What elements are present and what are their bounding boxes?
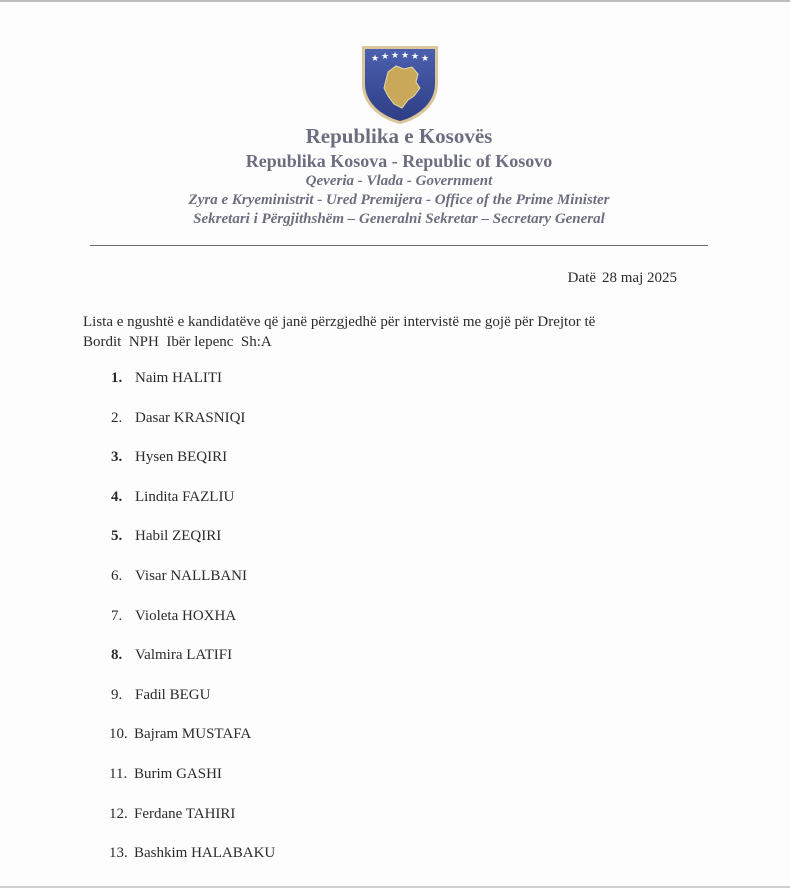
header-government: Qeveria - Vlada - Government (305, 173, 493, 189)
candidate-number: 2. (111, 409, 123, 426)
candidate-name: Violeta HOXHA (135, 607, 237, 624)
candidate-number: 3. (111, 449, 123, 466)
candidate-number: 4. (111, 488, 123, 505)
candidate-name: Bashkim HALABAKU (134, 845, 276, 862)
date-value: 28 maj 2025 (602, 270, 677, 286)
header-secretary-general: Sekretari i Përgjithshëm – Generalni Sekretar – Secretary General (193, 211, 605, 227)
header-republic-serbian-english: Republika Kosova - Republic of Kosovo (245, 151, 553, 171)
candidate-number: 8. (111, 647, 123, 664)
candidate-number: 1. (111, 370, 123, 386)
candidate-number: 10. (109, 726, 128, 743)
candidate-number: 7. (111, 607, 123, 624)
candidate-name: Naim HALITI (135, 370, 223, 386)
svg-text:★: ★ (371, 54, 380, 64)
svg-text:★: ★ (421, 54, 430, 64)
candidate-name: Visar NALLBANI (135, 568, 247, 584)
intro-line-1: Lista e ngushtë e kandidatëve që janë përzgjedhë për intervistë me gojë për Drejtor të (83, 314, 596, 330)
candidate-number: 12. (109, 805, 128, 822)
candidate-number: 13. (109, 845, 128, 862)
header-republic-albanian: Republika e Kosovës (305, 124, 493, 148)
kosovo-coat-of-arms-icon (358, 42, 442, 126)
document-date (568, 270, 677, 287)
candidate-name: Hysen BEQIRI (135, 449, 228, 466)
candidate-number: 6. (111, 568, 123, 584)
intro-paragraph (83, 312, 723, 352)
candidate-name: Lindita FAZLIU (135, 488, 235, 505)
candidate-number: 9. (111, 686, 123, 703)
candidate-number: 5. (111, 528, 123, 545)
date-label: Datë (567, 270, 596, 286)
candidate-name: Habil ZEQIRI (135, 528, 222, 545)
svg-text:★: ★ (401, 51, 410, 61)
candidate-number: 11. (109, 766, 128, 782)
candidate-name: Dasar KRASNIQI (135, 409, 246, 426)
intro-line-2: Bordit NPH Ibër lepenc Sh:A (83, 334, 272, 350)
page-top-edge (0, 0, 790, 2)
header-divider (90, 245, 708, 246)
candidate-name: Bajram MUSTAFA (134, 726, 252, 743)
header-office-prime-minister: Zyra e Kryeministrit - Ured Premijera - Office of the Prime Minister (188, 192, 610, 208)
candidate-name: Valmira LATIFI (135, 647, 233, 664)
candidate-name: Ferdane TAHIRI (134, 805, 236, 822)
candidate-name: Fadil BEGU (135, 686, 211, 703)
svg-text:★: ★ (381, 52, 390, 62)
svg-text:★: ★ (411, 52, 420, 62)
candidate-name: Burim GASHI (134, 766, 222, 782)
svg-text:★: ★ (391, 51, 400, 61)
